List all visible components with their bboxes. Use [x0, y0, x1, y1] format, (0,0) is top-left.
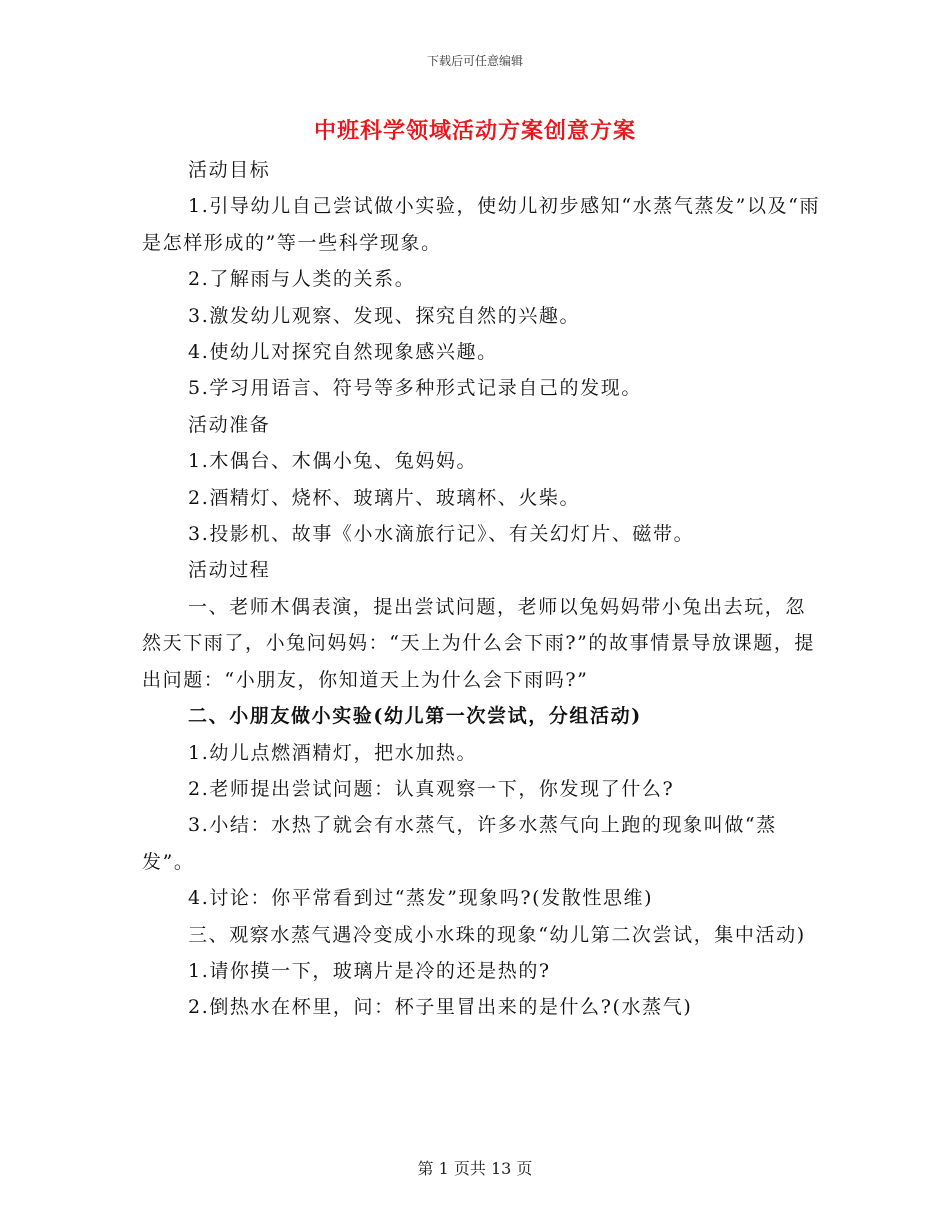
- process-step-3-item-2: 2.倒热水在杯里，问：杯子里冒出来的是什么?(水蒸气): [188, 996, 693, 1019]
- process-step-2-heading: 二、小朋友做小实验(幼儿第一次尝试，分组活动): [188, 705, 642, 728]
- objective-item-1: 1.引导幼儿自己尝试做小实验，使幼儿初步感知“水蒸气蒸发”以及“雨是怎样形成的”等一些科学现象。: [142, 195, 821, 254]
- preparation-item-1: 1.木偶台、木偶小兔、兔妈妈。: [188, 450, 478, 473]
- page-number: 第 1 页共 13 页: [417, 1159, 533, 1178]
- header-note: 下载后可任意编辑: [426, 54, 523, 68]
- document-title: 中班科学领域活动方案创意方案: [313, 118, 636, 144]
- process-step-2-item-3: 3.小结：水热了就会有水蒸气，许多水蒸气向上跑的现象叫做“蒸发”。: [142, 814, 777, 873]
- section-heading-process: 活动过程: [188, 559, 271, 582]
- preparation-item-2: 2.酒精灯、烧杯、玻璃片、玻璃杯、火柴。: [188, 486, 581, 509]
- objective-item-4: 4.使幼儿对探究自然现象感兴趣。: [188, 341, 498, 364]
- section-heading-objectives: 活动目标: [188, 159, 271, 181]
- objective-item-3: 3.激发幼儿观察、发现、探究自然的兴趣。: [188, 304, 581, 327]
- process-step-1: 一、老师木偶表演，提出尝试问题，老师以兔妈妈带小兔出去玩，忽然天下雨了，小兔问妈妈：“天上为什么会下雨?”的故事情景导放课题，提出问题：“小朋友，你知道天上为什么会下雨吗?”: [142, 595, 816, 691]
- preparation-item-3: 3.投影机、故事《小水滴旅行记》、有关幻灯片、磁带。: [188, 523, 695, 546]
- process-step-3-item-1: 1.请你摸一下，玻璃片是冷的还是热的?: [188, 959, 551, 982]
- process-step-2-item-1: 1.幼儿点燃酒精灯，把水加热。: [188, 741, 478, 764]
- section-heading-preparation: 活动准备: [188, 413, 271, 436]
- process-step-3-heading: 三、观察水蒸气遇冷变成小水珠的现象“幼儿第二次尝试，集中活动): [188, 923, 806, 946]
- objective-item-2: 2.了解雨与人类的关系。: [188, 268, 416, 291]
- document-body: [142, 152, 822, 1026]
- objective-item-5: 5.学习用语言、符号等多种形式记录自己的发现。: [188, 377, 642, 400]
- process-step-2-item-4: 4.讨论：你平常看到过“蒸发”现象吗?(发散性思维): [188, 887, 654, 910]
- process-step-2-item-2: 2.老师提出尝试问题：认真观察一下，你发现了什么?: [188, 777, 675, 800]
